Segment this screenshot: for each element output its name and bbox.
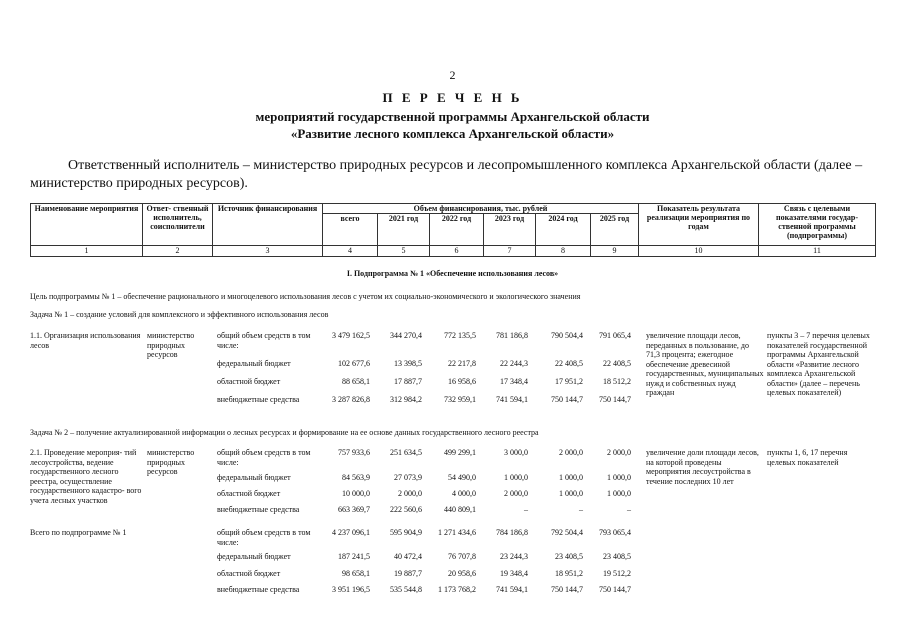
funding-value: 13 398,5 <box>394 359 422 368</box>
table-header <box>30 203 876 257</box>
funding-value: 781 186,8 <box>496 331 528 340</box>
funding-value: 3 479 162,5 <box>332 331 370 340</box>
funding-source: областной бюджет <box>217 377 281 386</box>
header-2021: 2021 год <box>378 214 430 246</box>
funding-value: 535 544,8 <box>390 585 422 594</box>
funding-source: внебюджетные средства <box>217 505 300 514</box>
funding-value: 84 563,9 <box>342 473 370 482</box>
measure-executor: министерство природных ресурсов <box>147 331 195 359</box>
col-number: 11 <box>759 246 876 257</box>
measure-executor: министерство природных ресурсов <box>147 448 195 476</box>
funding-value: 1 173 768,2 <box>438 585 476 594</box>
funding-value: 16 958,6 <box>448 377 476 386</box>
measure-name: 2.1. Проведение мероприя- тий лесоустройства, ведение государственного лесного реестра, осуществление государственного кадастро- вого учета лесных участков <box>30 448 142 505</box>
funding-source: областной бюджет <box>217 489 281 498</box>
funding-value: 20 958,6 <box>448 569 476 578</box>
funding-source: общий объем средств в том числе: <box>217 528 311 547</box>
funding-value: 663 369,7 <box>338 505 370 514</box>
funding-value: 784 186,8 <box>496 528 528 537</box>
funding-source: федеральный бюджет <box>217 552 291 561</box>
header-2024: 2024 год <box>536 214 591 246</box>
funding-value: 23 408,5 <box>603 552 631 561</box>
funding-value: 98 658,1 <box>342 569 370 578</box>
header-name: Наименование мероприятия <box>31 204 143 246</box>
funding-value: 2 000,0 <box>559 448 583 457</box>
funding-source: федеральный бюджет <box>217 473 291 482</box>
task-1: Задача № 1 – создание условий для комплексного и эффективного использования лесов <box>30 310 329 319</box>
header-volume: Объем финансирования, тыс. рублей <box>323 204 639 214</box>
funding-value: 76 707,8 <box>448 552 476 561</box>
target-link: пункты 3 – 7 перечня целевых показателей государственной программы Архангельской области «Развитие лесного комплекса Архангельской области» (далее – перечень целевых показателей) <box>767 331 870 397</box>
funding-value: 2 000,0 <box>398 489 422 498</box>
col-number: 1 <box>31 246 143 257</box>
result-indicator: увеличение площади лесов, переданных в пользование, до 71,3 процента; ежегодное обеспечение древесиной государственных, муниципальных нужд и собственных нужд граждан <box>646 331 764 397</box>
col-number: 8 <box>536 246 591 257</box>
funding-value: 757 933,6 <box>338 448 370 457</box>
funding-value: 1 271 434,6 <box>438 528 476 537</box>
header-link: Связь с целевыми показателями государ- ственной программы (подпрограммы) <box>759 204 876 246</box>
funding-source: общий объем средств в том числе: <box>217 331 311 350</box>
funding-value: 344 270,4 <box>390 331 422 340</box>
funding-value: 1 000,0 <box>607 489 631 498</box>
target-link: пункты 1, 6, 17 перечня целевых показателей <box>767 448 848 467</box>
funding-value: 791 065,4 <box>599 331 631 340</box>
program-name: «Развитие лесного комплекса Архангельской области» <box>290 126 615 141</box>
page-number: 2 <box>449 68 456 82</box>
funding-value: 22 217,8 <box>448 359 476 368</box>
header-2023: 2023 год <box>484 214 536 246</box>
funding-value: 27 073,9 <box>394 473 422 482</box>
funding-value: 3 000,0 <box>504 448 528 457</box>
funding-value: 19 887,7 <box>394 569 422 578</box>
document-subtitle: мероприятий государственной программы Архангельской области <box>255 109 650 124</box>
funding-value: 17 887,7 <box>394 377 422 386</box>
funding-value: 793 065,4 <box>599 528 631 537</box>
header-2025: 2025 год <box>591 214 639 246</box>
funding-value: 312 984,2 <box>390 395 422 404</box>
funding-value: 22 408,5 <box>603 359 631 368</box>
funding-value: 18 951,2 <box>555 569 583 578</box>
funding-value: 750 144,7 <box>551 395 583 404</box>
funding-value: 222 560,6 <box>390 505 422 514</box>
funding-value: 772 135,5 <box>444 331 476 340</box>
funding-value: 499 299,1 <box>444 448 476 457</box>
funding-value: 750 144,7 <box>551 585 583 594</box>
funding-value: 18 512,2 <box>603 377 631 386</box>
funding-value: 790 504,4 <box>551 331 583 340</box>
funding-value: 750 144,7 <box>599 395 631 404</box>
funding-value: 10 000,0 <box>342 489 370 498</box>
funding-value: 19 348,4 <box>500 569 528 578</box>
col-number: 2 <box>143 246 213 257</box>
funding-value: 1 000,0 <box>559 489 583 498</box>
col-number: 5 <box>378 246 430 257</box>
task-2: Задача № 2 – получение актуализированной информации о лесных ресурсах и формирование на ее основе данных государственного лесного реестра <box>30 428 539 437</box>
funding-value: 23 408,5 <box>555 552 583 561</box>
funding-value: 3 951 196,5 <box>332 585 370 594</box>
funding-value: 22 408,5 <box>555 359 583 368</box>
funding-value: – <box>579 505 583 514</box>
funding-source: областной бюджет <box>217 569 281 578</box>
funding-value: 595 904,9 <box>390 528 422 537</box>
funding-value: 4 237 096,1 <box>332 528 370 537</box>
col-number: 3 <box>213 246 323 257</box>
funding-value: 1 000,0 <box>607 473 631 482</box>
funding-value: 88 658,1 <box>342 377 370 386</box>
funding-value: 1 000,0 <box>559 473 583 482</box>
funding-value: 1 000,0 <box>504 473 528 482</box>
subprogram-heading: I. Подпрограмма № 1 «Обеспечение использования лесов» <box>346 269 559 278</box>
col-number: 10 <box>639 246 759 257</box>
funding-value: 40 472,4 <box>394 552 422 561</box>
funding-value: 19 512,2 <box>603 569 631 578</box>
measure-name: 1.1. Организация использования лесов <box>30 331 141 350</box>
funding-value: 440 809,1 <box>444 505 476 514</box>
funding-value: 17 348,4 <box>500 377 528 386</box>
funding-value: – <box>524 505 528 514</box>
responsible-executor-paragraph: Ответственный исполнитель – министерство природных ресурсов и лесопромышленного комплекса Архангельской области (далее – министерство природных ресурсов). <box>30 158 863 191</box>
col-number: 9 <box>591 246 639 257</box>
funding-value: 732 959,1 <box>444 395 476 404</box>
measure-name: Всего по подпрограмме № 1 <box>30 528 127 537</box>
funding-value: 741 594,1 <box>496 585 528 594</box>
header-total: всего <box>323 214 378 246</box>
funding-value: 17 951,2 <box>555 377 583 386</box>
funding-value: 251 634,5 <box>390 448 422 457</box>
funding-value: 2 000,0 <box>504 489 528 498</box>
header-result: Показатель результата реализации мероприятия по годам <box>639 204 759 246</box>
result-indicator: увеличение доли площади лесов, на которой проведены мероприятия лесоустройства в течение последних 10 лет <box>646 448 759 486</box>
funding-value: 3 287 826,8 <box>332 395 370 404</box>
funding-value: 23 244,3 <box>500 552 528 561</box>
funding-source: внебюджетные средства <box>217 585 300 594</box>
funding-source: внебюджетные средства <box>217 395 300 404</box>
header-source: Источник финансирования <box>213 204 323 246</box>
header-executor: Ответ- ственный исполнитель, соисполнители <box>143 204 213 246</box>
funding-value: – <box>627 505 631 514</box>
funding-source: общий объем средств в том числе: <box>217 448 311 467</box>
funding-value: 4 000,0 <box>452 489 476 498</box>
col-number: 7 <box>484 246 536 257</box>
col-number: 4 <box>323 246 378 257</box>
document-title: П Е Р Е Ч Е Н Ь <box>382 90 523 105</box>
funding-source: федеральный бюджет <box>217 359 291 368</box>
header-2022: 2022 год <box>430 214 484 246</box>
funding-value: 792 504,4 <box>551 528 583 537</box>
funding-value: 2 000,0 <box>607 448 631 457</box>
col-number: 6 <box>430 246 484 257</box>
funding-value: 54 490,0 <box>448 473 476 482</box>
funding-value: 750 144,7 <box>599 585 631 594</box>
funding-value: 102 677,6 <box>338 359 370 368</box>
subprogram-goal: Цель подпрограммы № 1 – обеспечение рационального и многоцелевого использования лесов с учетом их социально-экономического и экологического значения <box>30 292 581 301</box>
funding-value: 741 594,1 <box>496 395 528 404</box>
funding-value: 22 244,3 <box>500 359 528 368</box>
funding-value: 187 241,5 <box>338 552 370 561</box>
